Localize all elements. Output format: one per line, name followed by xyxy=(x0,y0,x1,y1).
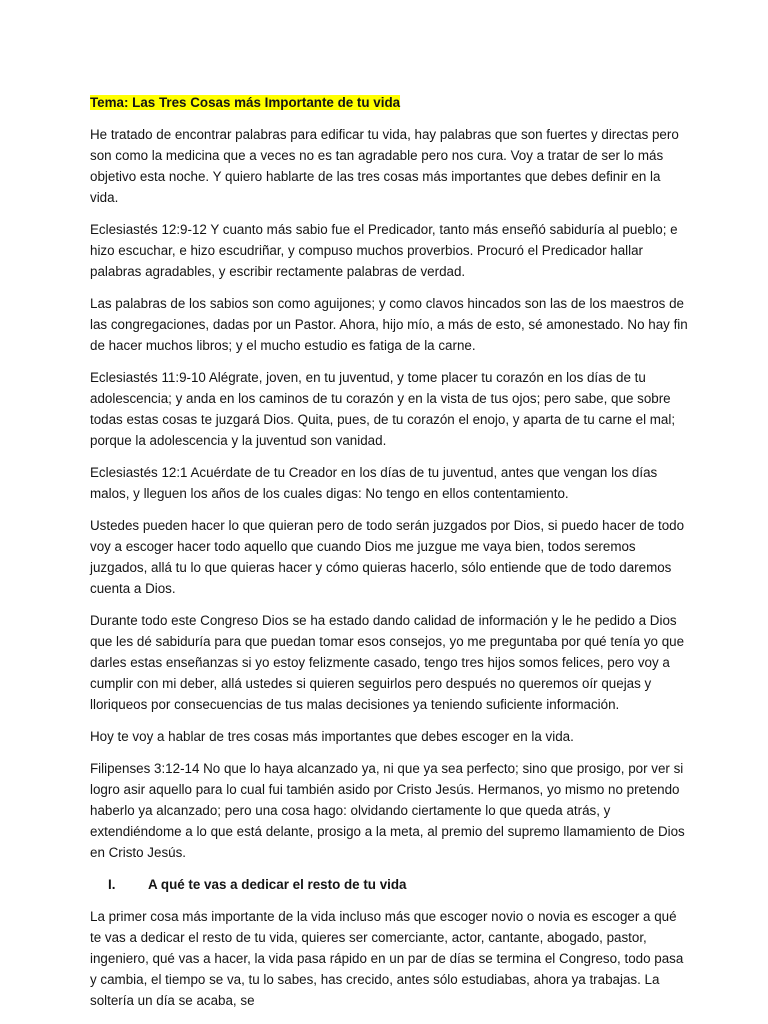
title-highlight: Tema: Las Tres Cosas más Importante de tu vida xyxy=(90,95,401,110)
paragraph-philippians: Filipenses 3:12-14 No que lo haya alcanzado ya, ni que ya sea perfecto; sino que prosigo, por ver si logro asir aquello para lo cual fui también asido por Cristo Jesús. Hermanos, yo mismo no pretendo haberlo ya alcanzado; pero una cosa hago: olvidando ciertamente lo que queda atrás, y extendiéndome a lo que está delante, prosigo a la meta, al premio del supremo llamamiento de Dios en Cristo Jesús. xyxy=(90,761,685,860)
section-heading-number: I. xyxy=(108,877,116,892)
paragraph-wise-words: Las palabras de los sabios son como aguijones; y como clavos hincados son las de los maestros de las congregaciones, dadas por un Pastor. Ahora, hijo mío, a más de esto, sé amonestado. No hay fin de hacer muchos libros; y el mucho estudio es fatiga de la carne. xyxy=(90,296,688,353)
document-body xyxy=(90,92,690,1022)
paragraph-ecclesiastes-11-9: Eclesiastés 11:9-10 Alégrate, joven, en tu juventud, y tome placer tu corazón en los días de tu adolescencia; y anda en los caminos de tu corazón y en la vista de tus ojos; pero sabe, que sobre todas estas cosas te juzgará Dios. Quita, pues, de tu corazón el enojo, y aparta de tu carne el mal; porque la adolescencia y la juventud son vanidad. xyxy=(90,370,676,448)
paragraph-ecclesiastes-12-9: Eclesiastés 12:9-12 Y cuanto más sabio fue el Predicador, tanto más enseñó sabiduría al pueblo; e hizo escuchar, e hizo escudriñar, y compuso muchos proverbios. Procuró el Predicador hallar palabras agradables, y escribir rectamente palabras de verdad. xyxy=(90,222,678,279)
paragraph-ecclesiastes-12-1: Eclesiastés 12:1 Acuérdate de tu Creador en los días de tu juventud, antes que vengan los días malos, y lleguen los años de los cuales digas: No tengo en ellos contentamiento. xyxy=(90,465,658,501)
paragraph-first-thing: La primer cosa más importante de la vida incluso más que escoger novio o novia es escoger a qué te vas a dedicar el resto de tu vida, quieres ser comerciante, actor, cantante, abogado, pastor, ingeniero, qué vas a hacer, la vida pasa rápido en un par de días se termina el Congreso, todo pasa y cambia, el tiempo se va, tu lo sabes, has crecido, antes sólo estudiabas, ahora ya trabajas. La soltería un día se acaba, se xyxy=(90,909,684,1008)
paragraph-judgement: Ustedes pueden hacer lo que quieran pero de todo serán juzgados por Dios, si puedo hacer de todo voy a escoger hacer todo aquello que cuando Dios me juzgue me vaya bien, todos seremos juzgados, allá tu lo que quieras hacer y cómo quieras hacerlo, sólo entiende que de todo daremos cuenta a Dios. xyxy=(90,518,685,596)
paragraph-three-things: Hoy te voy a hablar de tres cosas más importantes que debes escoger en la vida. xyxy=(90,729,574,744)
section-heading-1 xyxy=(90,874,690,895)
paragraph-congress: Durante todo este Congreso Dios se ha estado dando calidad de información y le he pedido a Dios que les dé sabiduría para que puedan tomar esos consejos, yo me preguntaba por qué tenía yo que darles estas enseñanzas si yo estoy felizmente casado, tengo tres hijos somos felices, pero voy a cumplir con mi deber, allá ustedes si quieren seguirlos pero después no queremos oír quejas y lloriqueos por consecuencias de tus malas decisiones ya teniendo suficiente información. xyxy=(90,613,685,712)
document-title xyxy=(90,92,690,113)
paragraph-intro: He tratado de encontrar palabras para edificar tu vida, hay palabras que son fuertes y directas pero son como la medicina que a veces no es tan agradable pero nos cura. Voy a tratar de ser lo más objetivo esta noche. Y quiero hablarte de las tres cosas más importantes que debes definir en la vida. xyxy=(90,127,679,205)
section-heading-text: A qué te vas a dedicar el resto de tu vida xyxy=(148,877,407,892)
